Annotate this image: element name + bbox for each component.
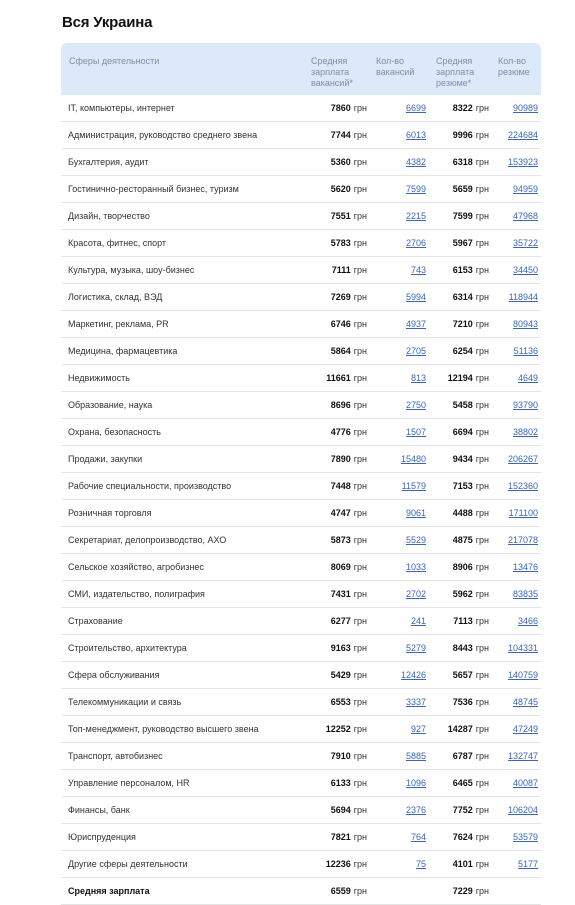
sphere-name: Культура, музыка, шоу-бизнес xyxy=(68,265,195,275)
table-row xyxy=(61,365,541,392)
total-label: Средняя зарплата xyxy=(68,886,150,896)
vacancy-count-link-text[interactable]: 12426 xyxy=(400,670,426,680)
table-row xyxy=(61,608,541,635)
resume-salary: 4488 грн xyxy=(452,508,489,518)
header-vacancy-count: Кол-во вакансий xyxy=(376,56,415,77)
resume-salary: 5967 грн xyxy=(452,238,489,248)
table-row xyxy=(61,797,541,824)
vacancy-count-link-text[interactable]: 2376 xyxy=(405,805,426,815)
resume-salary: 7113 грн xyxy=(453,616,489,626)
resume-count-link[interactable] xyxy=(508,473,538,499)
table-row xyxy=(61,500,541,527)
resume-count-link[interactable] xyxy=(508,635,538,661)
sphere-name: Финансы, банк xyxy=(68,805,130,815)
resume-salary: 8322 грн xyxy=(452,103,489,113)
table-row xyxy=(61,446,541,473)
resume-count-link[interactable] xyxy=(513,311,538,337)
sphere-name: Страхование xyxy=(68,616,123,626)
resume-count-link-text[interactable]: 140759 xyxy=(507,670,538,680)
header-avg-vacancy-salary: Средняя зарплата вакансий* xyxy=(311,56,353,88)
resume-count-link-text[interactable]: 38802 xyxy=(512,427,538,437)
resume-salary: 5458 грн xyxy=(452,400,489,410)
sphere-name: Недвижимость xyxy=(68,373,130,383)
table-row xyxy=(61,419,541,446)
vacancy-count-link-text[interactable]: 764 xyxy=(410,832,426,842)
vacancy-count-link[interactable] xyxy=(411,608,426,634)
vacancy-salary: 9163 грн xyxy=(330,643,367,653)
resume-count-link-text[interactable]: 206267 xyxy=(507,454,538,464)
resume-count-link[interactable] xyxy=(509,284,538,310)
resume-count-link[interactable] xyxy=(513,95,538,121)
vacancy-count-link-text[interactable]: 743 xyxy=(410,265,426,275)
vacancy-count-link-text[interactable]: 1096 xyxy=(405,778,426,788)
resume-count-link-text[interactable]: 104331 xyxy=(507,643,538,653)
table-row xyxy=(61,770,541,797)
resume-count-link[interactable] xyxy=(513,770,538,796)
vacancy-count-link[interactable] xyxy=(411,716,426,742)
vacancy-salary: 7431 грн xyxy=(330,589,367,599)
vacancy-count-link-text[interactable]: 9061 xyxy=(405,508,426,518)
resume-count-link[interactable] xyxy=(508,527,538,553)
resume-count-link[interactable] xyxy=(508,446,538,472)
vacancy-count-link[interactable] xyxy=(406,176,426,202)
resume-salary: 7536 грн xyxy=(452,697,489,707)
table-row xyxy=(61,473,541,500)
resume-count-link-text[interactable]: 51136 xyxy=(513,346,538,356)
resume-count-link-text[interactable]: 224684 xyxy=(507,130,538,140)
vacancy-salary: 7910 грн xyxy=(330,751,367,761)
resume-count-link-text[interactable]: 118944 xyxy=(508,292,538,302)
sphere-name: Образование, наука xyxy=(68,400,153,410)
vacancy-count-link[interactable] xyxy=(416,851,426,877)
vacancy-salary: 6277 грн xyxy=(330,616,367,626)
page-title: Вся Украина xyxy=(62,14,153,31)
vacancy-count-link-text[interactable]: 2215 xyxy=(405,211,426,221)
sphere-name: Охрана, безопасность xyxy=(68,427,161,437)
table-row xyxy=(61,122,541,149)
sphere-name: Дизайн, творчество xyxy=(68,211,150,221)
resume-salary: 7210 грн xyxy=(452,319,489,329)
resume-count-link-text[interactable]: 93790 xyxy=(512,400,538,410)
vacancy-count-link[interactable] xyxy=(406,230,426,256)
table-row xyxy=(61,824,541,851)
vacancy-salary: 12252 грн xyxy=(325,724,367,734)
resume-count-link[interactable] xyxy=(518,851,538,877)
sphere-name: IT, компьютеры, интернет xyxy=(68,103,175,113)
resume-count-link[interactable] xyxy=(514,338,538,364)
sphere-name: Топ-менеджмент, руководство высшего звена xyxy=(68,724,259,734)
vacancy-salary: 7860 грн xyxy=(330,103,367,113)
vacancy-count-link[interactable] xyxy=(406,770,426,796)
resume-salary: 7599 грн xyxy=(452,211,489,221)
vacancy-salary: 7111 грн xyxy=(331,265,367,275)
sphere-name: Строительство, архитектура xyxy=(68,643,187,653)
resume-salary: 5659 грн xyxy=(452,184,489,194)
resume-count-link[interactable] xyxy=(508,149,538,175)
resume-count-link-text[interactable]: 132747 xyxy=(507,751,538,761)
table-row xyxy=(61,176,541,203)
vacancy-count-link[interactable] xyxy=(411,824,426,850)
vacancy-salary: 7744 грн xyxy=(330,130,367,140)
vacancy-count-link-text[interactable]: 2702 xyxy=(405,589,426,599)
resume-count-link[interactable] xyxy=(513,689,538,715)
vacancy-count-link[interactable] xyxy=(406,95,426,121)
resume-salary: 6787 грн xyxy=(452,751,489,761)
vacancy-salary: 5783 грн xyxy=(330,238,367,248)
vacancy-count-link-text[interactable]: 75 xyxy=(415,859,426,869)
resume-count-link[interactable] xyxy=(513,392,538,418)
vacancy-count-link[interactable] xyxy=(406,338,426,364)
vacancy-count-link-text[interactable]: 11579 xyxy=(401,481,426,491)
resume-count-link-text[interactable]: 53579 xyxy=(512,832,538,842)
vacancy-count-link[interactable] xyxy=(402,473,426,499)
header-sphere: Сферы деятельности xyxy=(69,56,160,66)
vacancy-salary: 4776 грн xyxy=(330,427,367,437)
resume-count-link[interactable] xyxy=(508,662,538,688)
vacancy-salary: 5360 грн xyxy=(330,157,367,167)
vacancy-count-link[interactable] xyxy=(406,689,426,715)
table-row xyxy=(61,716,541,743)
vacancy-count-link[interactable] xyxy=(406,554,426,580)
table-row xyxy=(61,338,541,365)
resume-salary: 14287 грн xyxy=(447,724,489,734)
total-resume-salary: 7229 грн xyxy=(452,886,489,896)
resume-count-link-text[interactable]: 171100 xyxy=(508,508,538,518)
vacancy-salary: 12236 грн xyxy=(325,859,367,869)
sphere-name: Юриспруденция xyxy=(68,832,136,842)
table-row xyxy=(61,635,541,662)
header-avg-resume-salary: Средняя зарплата резюме* xyxy=(436,56,475,88)
sphere-name: Бухгалтерия, аудит xyxy=(68,157,149,167)
vacancy-salary: 5429 грн xyxy=(330,670,367,680)
vacancy-count-link-text[interactable]: 15480 xyxy=(400,454,426,464)
vacancy-count-link[interactable] xyxy=(406,284,426,310)
vacancy-salary: 4747 грн xyxy=(330,508,367,518)
total-row xyxy=(61,878,541,905)
resume-count-link[interactable] xyxy=(513,230,538,256)
vacancy-salary: 5694 грн xyxy=(330,805,367,815)
resume-count-link-text[interactable]: 152360 xyxy=(507,481,538,491)
vacancy-count-link[interactable] xyxy=(406,149,426,175)
resume-count-link-text[interactable]: 3466 xyxy=(517,616,538,626)
resume-count-link[interactable] xyxy=(509,500,538,526)
vacancy-count-link-text[interactable]: 4937 xyxy=(405,319,426,329)
resume-salary: 7752 грн xyxy=(452,805,489,815)
vacancy-count-link-text[interactable]: 5279 xyxy=(405,643,426,653)
vacancy-salary: 7821 грн xyxy=(330,832,367,842)
sphere-name: Розничная торговля xyxy=(68,508,152,518)
resume-count-link-text[interactable]: 217078 xyxy=(507,535,538,545)
resume-count-link-text[interactable]: 94959 xyxy=(512,184,538,194)
vacancy-count-link[interactable] xyxy=(411,257,426,283)
table-row xyxy=(61,95,541,122)
resume-count-link[interactable] xyxy=(513,824,538,850)
total-vacancy-salary: 6559 грн xyxy=(330,886,367,896)
resume-count-link[interactable] xyxy=(508,743,538,769)
vacancy-count-link[interactable] xyxy=(406,311,426,337)
vacancy-salary: 5864 грн xyxy=(330,346,367,356)
vacancy-salary: 6553 грн xyxy=(330,697,367,707)
resume-salary: 6318 грн xyxy=(452,157,489,167)
table-body xyxy=(61,95,541,878)
resume-count-link-text[interactable]: 4649 xyxy=(517,373,538,383)
vacancy-salary: 7448 грн xyxy=(330,481,367,491)
vacancy-count-link[interactable] xyxy=(406,635,426,661)
resume-count-link-text[interactable]: 48745 xyxy=(512,697,538,707)
resume-salary: 5962 грн xyxy=(452,589,489,599)
resume-count-link[interactable] xyxy=(518,608,538,634)
resume-count-link-text[interactable]: 106204 xyxy=(507,805,538,815)
resume-count-link-text[interactable]: 13476 xyxy=(512,562,538,572)
vacancy-salary: 7890 грн xyxy=(330,454,367,464)
table-row xyxy=(61,284,541,311)
resume-count-link-text[interactable]: 34450 xyxy=(512,265,538,275)
resume-salary: 6694 грн xyxy=(452,427,489,437)
resume-count-link-text[interactable]: 5177 xyxy=(517,859,538,869)
vacancy-count-link-text[interactable]: 813 xyxy=(410,373,426,383)
resume-salary: 6465 грн xyxy=(452,778,489,788)
table-row xyxy=(61,527,541,554)
vacancy-count-link-text[interactable]: 5529 xyxy=(405,535,426,545)
resume-count-link[interactable] xyxy=(508,797,538,823)
table-row xyxy=(61,311,541,338)
table-row xyxy=(61,743,541,770)
resume-count-link-text[interactable]: 80943 xyxy=(512,319,538,329)
vacancy-count-link-text[interactable]: 1507 xyxy=(405,427,426,437)
vacancy-count-link[interactable] xyxy=(406,500,426,526)
vacancy-salary: 5620 грн xyxy=(330,184,367,194)
resume-count-link[interactable] xyxy=(513,581,538,607)
resume-count-link-text[interactable]: 90989 xyxy=(512,103,538,113)
vacancy-count-link[interactable] xyxy=(406,581,426,607)
sphere-name: Логистика, склад, ВЭД xyxy=(68,292,163,302)
vacancy-count-link-text[interactable]: 1033 xyxy=(405,562,426,572)
table-row xyxy=(61,392,541,419)
table-row xyxy=(61,851,541,878)
table-row xyxy=(61,257,541,284)
resume-salary: 6314 грн xyxy=(452,292,489,302)
resume-salary: 9996 грн xyxy=(452,130,489,140)
resume-salary: 6254 грн xyxy=(452,346,489,356)
resume-salary: 12194 грн xyxy=(447,373,489,383)
salary-table xyxy=(61,43,541,905)
vacancy-salary: 8069 грн xyxy=(330,562,367,572)
resume-count-link-text[interactable]: 83835 xyxy=(512,589,538,599)
vacancy-count-link[interactable] xyxy=(406,392,426,418)
table-row xyxy=(61,149,541,176)
sphere-name: Продажи, закупки xyxy=(68,454,143,464)
resume-count-link-text[interactable]: 47968 xyxy=(512,211,538,221)
table-row xyxy=(61,662,541,689)
table-row xyxy=(61,554,541,581)
vacancy-count-link-text[interactable]: 5885 xyxy=(405,751,426,761)
resume-salary: 7153 грн xyxy=(452,481,489,491)
vacancy-count-link[interactable] xyxy=(411,365,426,391)
header-resume-count: Кол-во резюме xyxy=(498,56,530,77)
vacancy-count-link[interactable] xyxy=(406,122,426,148)
vacancy-count-link-text[interactable]: 3337 xyxy=(405,697,426,707)
resume-salary: 8443 грн xyxy=(452,643,489,653)
resume-count-link[interactable] xyxy=(513,716,538,742)
vacancy-count-link[interactable] xyxy=(406,743,426,769)
vacancy-count-link-text[interactable]: 5994 xyxy=(405,292,426,302)
vacancy-count-link-text[interactable]: 6013 xyxy=(405,130,426,140)
sphere-name: Гостинично-ресторанный бизнес, туризм xyxy=(68,184,239,194)
vacancy-count-link[interactable] xyxy=(401,662,426,688)
vacancy-count-link-text[interactable]: 2750 xyxy=(405,400,426,410)
vacancy-count-link[interactable] xyxy=(406,419,426,445)
resume-count-link[interactable] xyxy=(513,203,538,229)
resume-salary: 6153 грн xyxy=(452,265,489,275)
vacancy-salary: 8696 грн xyxy=(330,400,367,410)
table-row xyxy=(61,581,541,608)
resume-salary: 4875 грн xyxy=(452,535,489,545)
sphere-name: Секретариат, делопроизводство, АХО xyxy=(68,535,227,545)
sphere-name: СМИ, издательство, полиграфия xyxy=(68,589,205,599)
sphere-name: Другие сферы деятельности xyxy=(68,859,188,869)
vacancy-salary: 5873 грн xyxy=(330,535,367,545)
vacancy-count-link-text[interactable]: 4382 xyxy=(405,157,426,167)
table-row xyxy=(61,230,541,257)
resume-count-link-text[interactable]: 47249 xyxy=(512,724,538,734)
resume-count-link[interactable] xyxy=(508,122,538,148)
vacancy-count-link-text[interactable]: 927 xyxy=(410,724,426,734)
sphere-name: Администрация, руководство среднего звена xyxy=(68,130,258,140)
resume-salary: 9434 грн xyxy=(452,454,489,464)
vacancy-count-link-text[interactable]: 6699 xyxy=(405,103,426,113)
resume-count-link[interactable] xyxy=(513,554,538,580)
resume-salary: 5657 грн xyxy=(452,670,489,680)
table-row xyxy=(61,203,541,230)
resume-count-link[interactable] xyxy=(513,257,538,283)
vacancy-count-link[interactable] xyxy=(406,797,426,823)
vacancy-count-link-text[interactable]: 2705 xyxy=(405,346,426,356)
sphere-name: Маркетинг, реклама, PR xyxy=(68,319,169,329)
vacancy-count-link-text[interactable]: 2706 xyxy=(405,238,426,248)
resume-count-link-text[interactable]: 153923 xyxy=(507,157,538,167)
table-row xyxy=(61,689,541,716)
vacancy-salary: 11661 грн xyxy=(326,373,367,383)
resume-count-link[interactable] xyxy=(513,419,538,445)
vacancy-count-link-text[interactable]: 7599 xyxy=(405,184,426,194)
resume-count-link-text[interactable]: 40087 xyxy=(512,778,538,788)
sphere-name: Рабочие специальности, производство xyxy=(68,481,232,491)
resume-count-link[interactable] xyxy=(518,365,538,391)
resume-count-link[interactable] xyxy=(513,176,538,202)
sphere-name: Медицина, фармацевтика xyxy=(68,346,178,356)
resume-salary: 8906 грн xyxy=(452,562,489,572)
vacancy-count-link-text[interactable]: 241 xyxy=(410,616,426,626)
vacancy-count-link[interactable] xyxy=(406,203,426,229)
resume-count-link-text[interactable]: 35722 xyxy=(512,238,538,248)
sphere-name: Транспорт, автобизнес xyxy=(68,751,163,761)
sphere-name: Телекоммуникации и связь xyxy=(68,697,182,707)
sphere-name: Сфера обслуживания xyxy=(68,670,160,680)
vacancy-salary: 6746 грн xyxy=(330,319,367,329)
table-header xyxy=(61,43,541,95)
resume-salary: 7624 грн xyxy=(452,832,489,842)
vacancy-salary: 7551 грн xyxy=(330,211,367,221)
vacancy-count-link[interactable] xyxy=(401,446,426,472)
vacancy-count-link[interactable] xyxy=(406,527,426,553)
vacancy-salary: 7269 грн xyxy=(330,292,367,302)
sphere-name: Сельское хозяйство, агробизнес xyxy=(68,562,204,572)
sphere-name: Управление персоналом, HR xyxy=(68,778,190,788)
sphere-name: Красота, фитнес, спорт xyxy=(68,238,167,248)
vacancy-salary: 6133 грн xyxy=(330,778,367,788)
resume-salary: 4101 грн xyxy=(452,859,489,869)
